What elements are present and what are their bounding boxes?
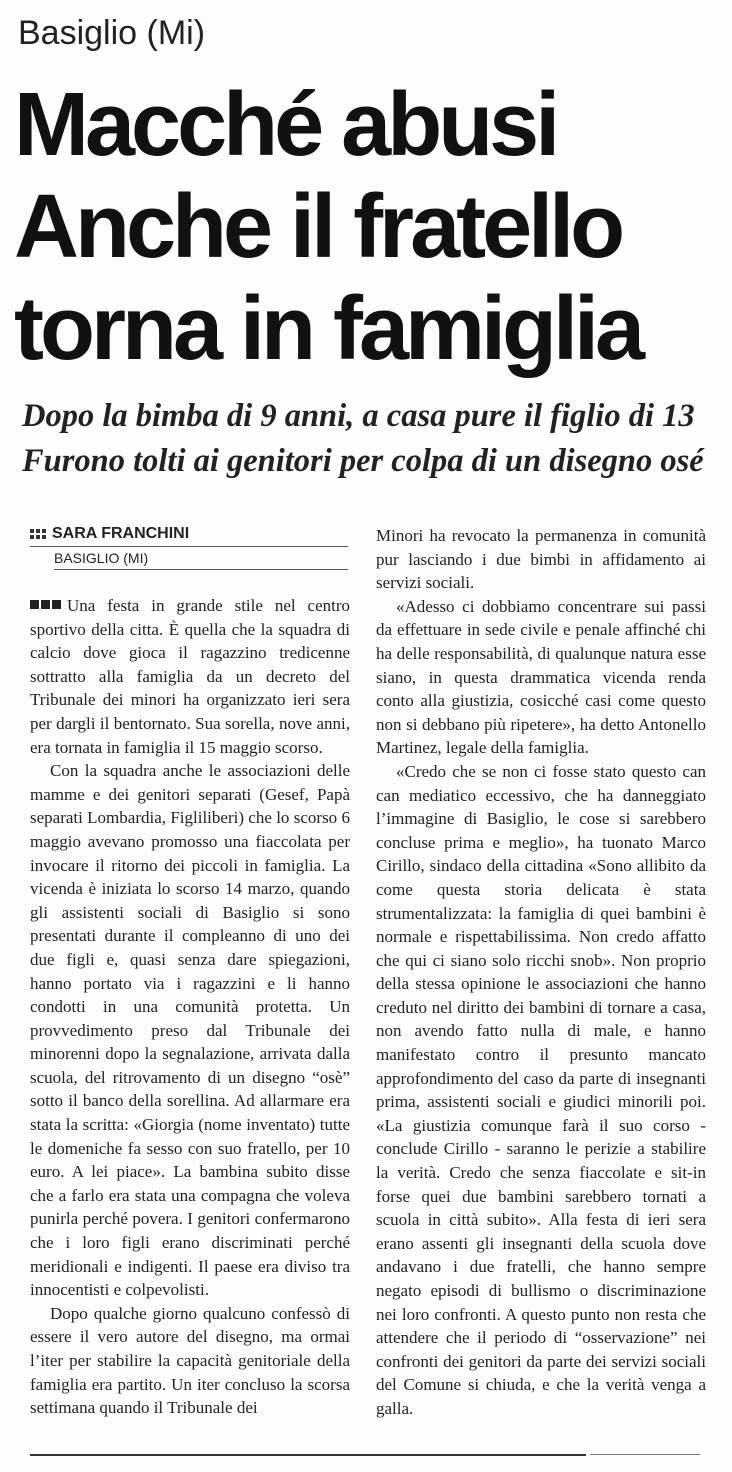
lead-squares-icon: [30, 600, 61, 609]
article-paragraph: «Adesso ci dobbiamo concentrare sui passi da effettuare in sede civile e penale affinché chi ha delle responsabilità, di qualunque natura esse siano, in questa drammatica vicenda renda conto alla giustizia, cosicché casi come questo non si debbano più ripetere», ha detto Antonello Martinez, legale della famiglia.: [376, 596, 706, 758]
article-paragraph: «Credo che se non ci fosse stato questo can can mediatico eccessivo, che ha danneggiato l’immagine di Basiglio, le cose si sarebbero concluse prima e meglio», ha tuonato Marco Cirillo, sindaco della cittadina «Sono allibito da come questa storia delicata è stata strumentalizzata: la famiglia di quei bambini è normale e rispettabilissima. Non credo affatto che qui ci siano solo ricchi snob». Non proprio della stessa opinione le associazioni che hanno creduto nel diritto dei bambini di tornare a casa, non avendo fatto nulla di male, e hanno manifestato contro il presunto mancato approfondimento del caso da parte di insegnanti prima, assistenti sociali e giudici minorili poi. «La giustizia comunque farà il suo corso - conclude Cirillo - saranno le perizie a stabilire la verità. Credo che senza fiaccolate e sit-in forse quei due bambini sarebbero tornati a scuola in città subito». Alla festa di ieri sera erano assenti gli insegnanti della scuola dove andavano i due fratelli, che hanno sempre negato episodi di bullismo o discriminazione nei loro confronti. A questo punto non resta che attendere che il periodo di “osservazione” nei confronti dei genitori da parte dei servizi sociali del Comune si chiuda, e che la verità venga a galla.: [376, 761, 706, 1418]
byline: [30, 525, 348, 570]
article-paragraph: Dopo qualche giorno qualcuno confessò di essere il vero autore del disegno, ma ormai l’iter per stabilire la capacità genitoriale della famiglia era partito. Un iter concluso la scorsa settimana quando il Tribunale dei: [30, 1303, 350, 1418]
headline-line-2: Anche il fratello: [14, 177, 622, 277]
subtitle-line-1: Dopo la bimba di 9 anni, a casa pure il figlio di 13: [22, 398, 695, 434]
article-column-right: [376, 524, 706, 1421]
subtitle: [22, 394, 722, 484]
subtitle-line-2: Furono tolti ai genitori per colpa di un disegno osé: [22, 443, 704, 479]
kicker-location: Basiglio (Mi): [18, 14, 206, 52]
article-column-left: [30, 594, 350, 1420]
article-paragraph: [30, 594, 350, 759]
article-paragraph: Minori ha revocato la permanenza in comunità pur lasciando i due bimbi in affidamento ai servizi sociali.: [376, 526, 706, 593]
byline-author: SARA FRANCHINI: [52, 525, 190, 542]
bottom-rule: [30, 1454, 586, 1456]
byline-location: BASIGLIO (MI): [54, 547, 348, 570]
bottom-rule-right: [590, 1454, 700, 1455]
byline-author-row: [30, 525, 348, 547]
headline-line-3: torna in famiglia: [14, 279, 642, 379]
article-paragraph: Con la squadra anche le associazioni delle mamme e dei genitori separati (Gesef, Papà separati Lombardia, Figliliberi) che lo scorso 6 maggio avevano promosso una fiaccolata per invocare il ritorno dei piccoli in famiglia. La vicenda è iniziata lo scorso 14 marzo, quando gli assistenti sociali di Basiglio si sono presentati durante il compleanno di uno dei due figli e, quasi senza dare spiegazioni, hanno portato via i ragazzini e li hanno condotti in una comunità protetta. Un provvedimento preso dal Tribunale dei minorenni dopo la segnalazione, arrivata dalla scuola, del ritrovamento di un disegno “osè” sotto il banco della sorellina. Ad allarmare era stata la scritta: «Giorgia (nome inventato) tutte le domeniche fa sesso con suo fratello, per 10 euro. A lei piace». La bambina subito disse che a farlo era stata una compagna che voleva punirla perché povera. I genitori confermarono che i loro figli erano discriminati perché meridionali e indigenti. Il paese era diviso tra innocentisti e colpevolisti.: [30, 761, 350, 1300]
headline: [14, 74, 728, 380]
headline-line-1: Macché abusi: [14, 75, 557, 175]
byline-dots-icon: [30, 529, 46, 539]
article-paragraph-text: Una festa in grande stile nel centro sportivo della citta. È quella che la squadra di calcio dove gioca il ragazzino tredicenne sottratto alla famiglia da un decreto del Tribunale dei minori ha organizzato ieri sera per dargli il bentornato. Sua sorella, nove anni, era tornata in famiglia il 15 maggio scorso.: [30, 596, 350, 757]
